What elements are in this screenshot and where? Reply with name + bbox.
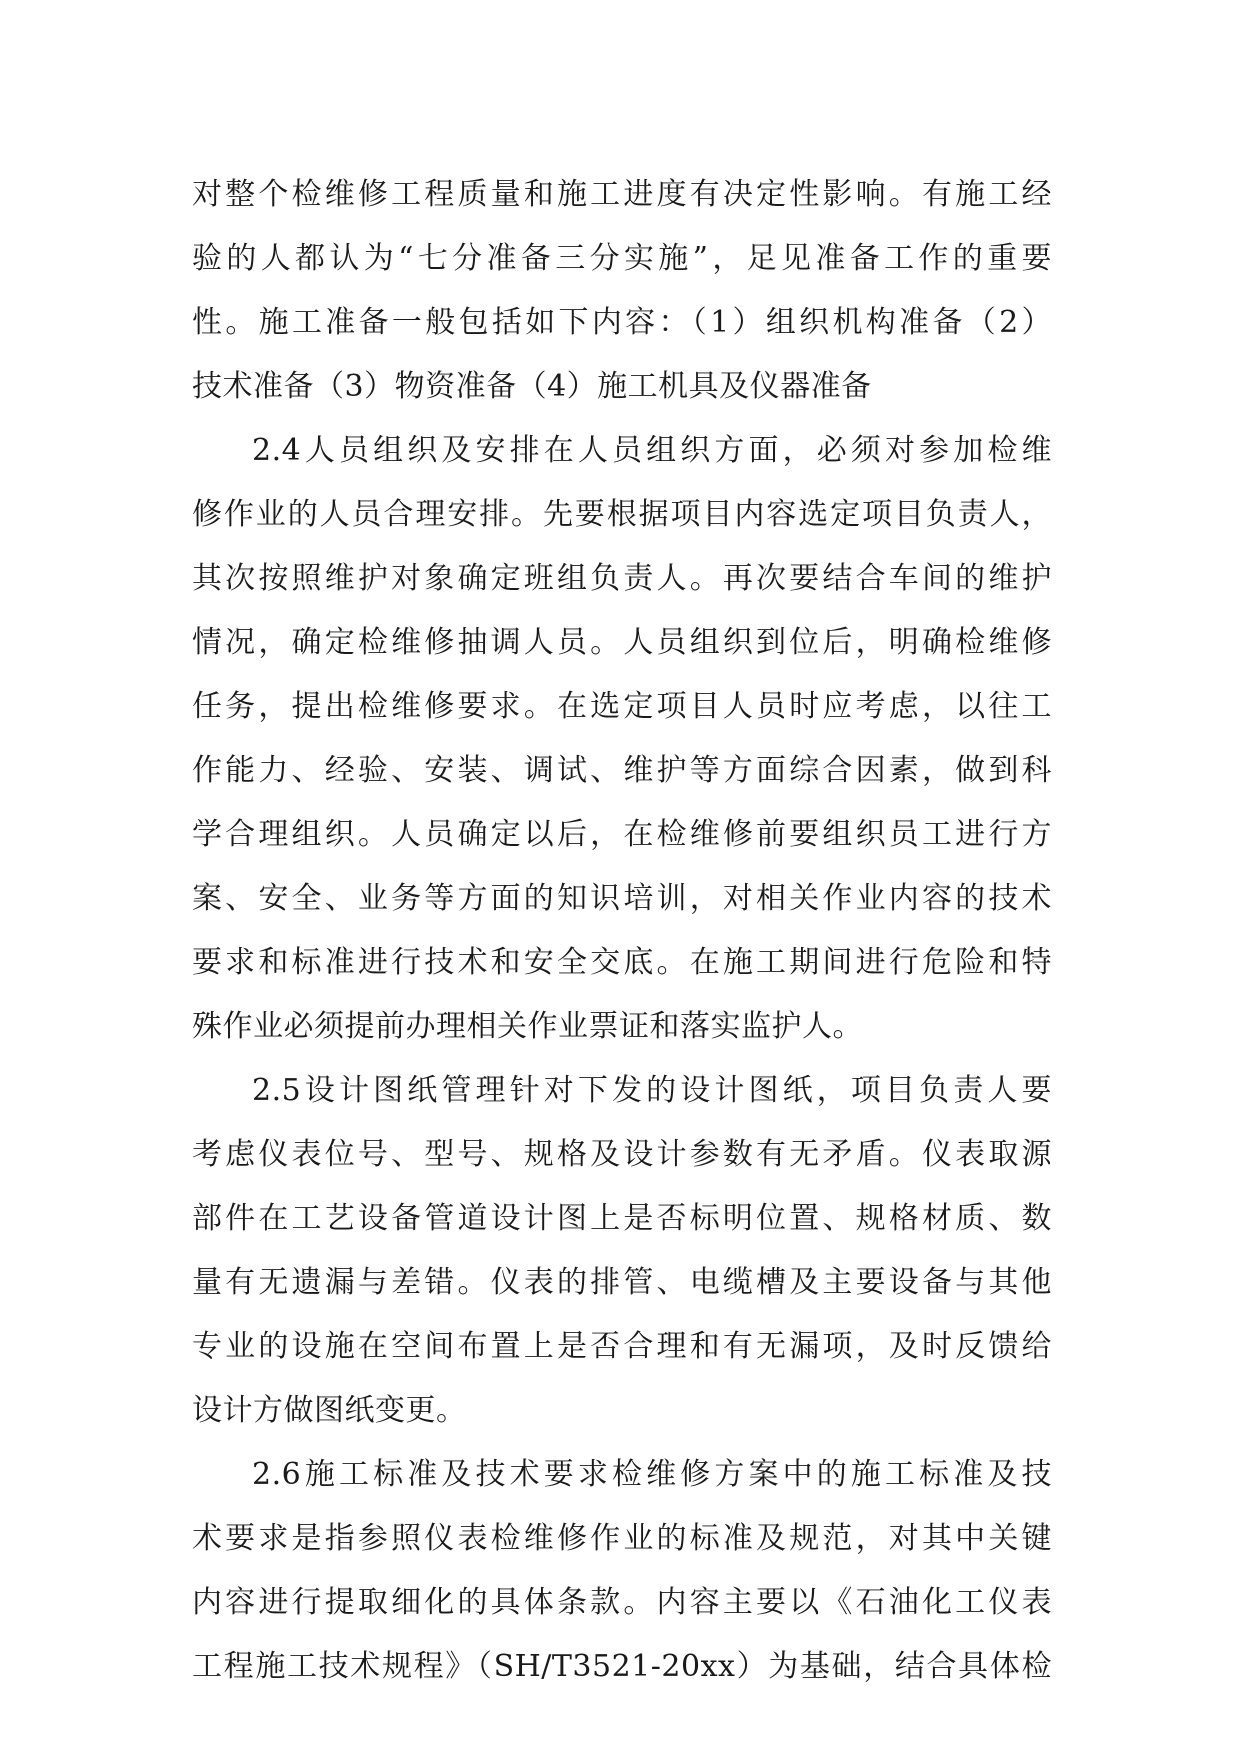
text-line: 技术准备（3）物资准备（4）施工机具及仪器准备 <box>192 369 872 404</box>
text-line: 验的人都认为“七分准备三分实施”，足见准备工作的重要 <box>192 241 1052 276</box>
text-line: 作能力、经验、安装、调试、维护等方面综合因素，做到科 <box>192 753 1052 788</box>
text-line: 对整个检维修工程质量和施工进度有决定性影响。有施工经 <box>192 177 1052 212</box>
text-line: 部件在工艺设备管道设计图上是否标明位置、规格材质、数 <box>192 1201 1052 1236</box>
text-line: 修作业的人员合理安排。先要根据项目内容选定项目负责人， <box>192 497 1052 532</box>
text-line: 性。施工准备一般包括如下内容：（1）组织机构准备（2） <box>192 305 1052 340</box>
text-line: 术要求是指参照仪表检维修作业的标准及规范，对其中关键 <box>192 1521 1052 1556</box>
text-line: 殊作业必须提前办理相关作业票证和落实监护人。 <box>192 1009 863 1044</box>
text-line: 专业的设施在空间布置上是否合理和有无漏项，及时反馈给 <box>192 1329 1052 1364</box>
text-line: 案、安全、业务等方面的知识培训，对相关作业内容的技术 <box>192 881 1052 916</box>
section-heading-line: 2.6施工标准及技术要求检维修方案中的施工标准及技 <box>252 1457 1052 1492</box>
text-line: 情况，确定检维修抽调人员。人员组织到位后，明确检维修 <box>192 625 1052 660</box>
text-line: 量有无遗漏与差错。仪表的排管、电缆槽及主要设备与其他 <box>192 1265 1052 1300</box>
section-heading-line: 2.4人员组织及安排在人员组织方面，必须对参加检维 <box>252 433 1052 468</box>
document-body <box>192 163 1052 1699</box>
text-line: 其次按照维护对象确定班组负责人。再次要结合车间的维护 <box>192 561 1052 596</box>
text-line: 考虑仪表位号、型号、规格及设计参数有无矛盾。仪表取源 <box>192 1137 1052 1172</box>
text-line: 学合理组织。人员确定以后，在检维修前要组织员工进行方 <box>192 817 1052 852</box>
text-line: 任务，提出检维修要求。在选定项目人员时应考虑，以往工 <box>192 689 1052 724</box>
section-heading-line: 2.5设计图纸管理针对下发的设计图纸，项目负责人要 <box>252 1073 1052 1108</box>
text-line: 内容进行提取细化的具体条款。内容主要以《石油化工仪表 <box>192 1585 1052 1620</box>
text-line: 工程施工技术规程》（SH/T3521-20xx）为基础，结合具体检 <box>192 1649 1052 1684</box>
text-line: 要求和标准进行技术和安全交底。在施工期间进行危险和特 <box>192 945 1052 980</box>
text-line: 设计方做图纸变更。 <box>192 1393 467 1428</box>
